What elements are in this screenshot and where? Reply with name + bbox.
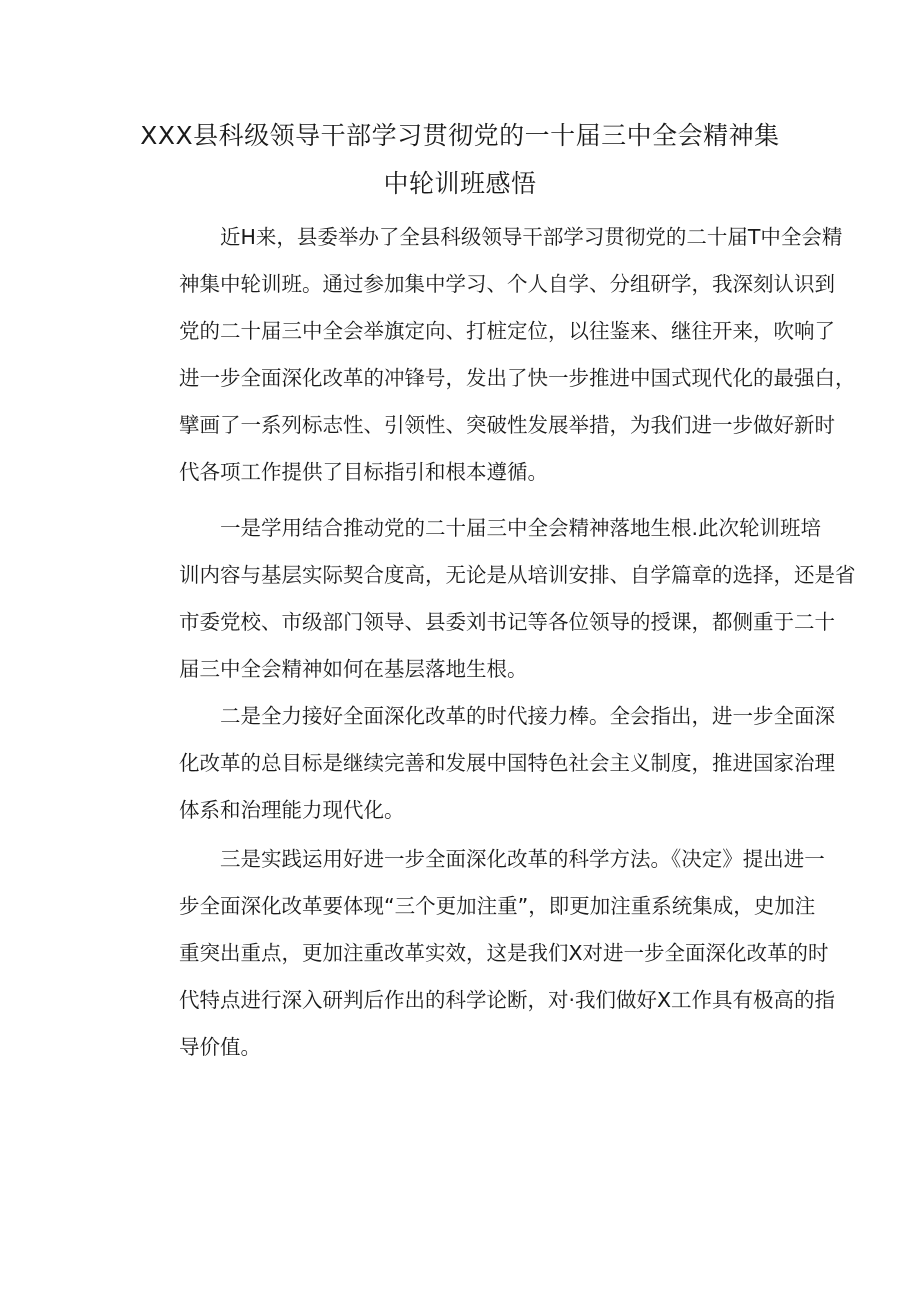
- paragraph-line: 导价值。: [179, 1035, 261, 1059]
- document-title-line-2: 中轮训班感悟: [383, 169, 537, 198]
- paragraph-line: 进一步全面深化改革的冲锋号，发出了快一步推进中国式现代化的最强白，: [179, 366, 856, 390]
- paragraph-point-three: [138, 837, 836, 1072]
- paragraph-line: 重突出重点，更加注重改革实效，这是我们X对进一步全面深化改革的时: [179, 941, 829, 965]
- paragraph-line: 神集中轮训班。通过参加集中学习、个人自学、分组研学，我深刻认识到: [179, 272, 835, 296]
- paragraph-line: 代特点进行深入研判后作出的科学论断，对·我们做好X工作具有极高的指: [179, 988, 836, 1012]
- paragraph-point-two: [138, 694, 835, 835]
- paragraph-line: 训内容与基层实际契合度高，无论是从培训安排、自学篇章的选择，还是省: [179, 563, 856, 587]
- paragraph-line: 二是全力接好全面深化改革的时代接力棒。全会指出，进一步全面深: [220, 704, 835, 728]
- paragraph-line: 步全面深化改革要体现“三个更加注重”，即更加注重系统集成，史加注: [179, 894, 816, 918]
- paragraph-intro: [138, 215, 856, 497]
- paragraph-point-one: [138, 506, 856, 694]
- paragraph-line: 体系和治理能力现代化。: [179, 798, 405, 822]
- paragraph-line: 近H来，县委举办了全县科级领导干部学习贯彻党的二十届T中全会精: [220, 225, 843, 249]
- paragraph-line: 代各项工作提供了目标指引和根本遵循。: [179, 460, 548, 484]
- paragraph-line: 一是学用结合推动党的二十届三中全会精神落地生根.此次轮训班培: [220, 516, 822, 540]
- paragraph-line: 化改革的总目标是继续完善和发展中国特色社会主义制度，推进国家治理: [179, 751, 835, 775]
- paragraph-line: 党的二十届三中全会举旗定向、打桩定位，以往鉴来、继往开来，吹响了: [179, 319, 835, 343]
- paragraph-line: 届三中全会精神如何在基层落地生根。: [179, 657, 528, 681]
- paragraph-line: 擘画了一系列标志性、引领性、突破性发展举措，为我们进一步做好新时: [179, 413, 835, 437]
- document-title-line-1: XXX县科级领导干部学习贯彻党的一十届三中全会精神集: [140, 121, 780, 150]
- paragraph-line: 市委党校、市级部门领导、县委刘书记等各位领导的授课，都侧重于二十: [179, 610, 835, 634]
- paragraph-line: 三是实践运用好进一步全面深化改革的科学方法。《决定》提出进一: [220, 847, 825, 871]
